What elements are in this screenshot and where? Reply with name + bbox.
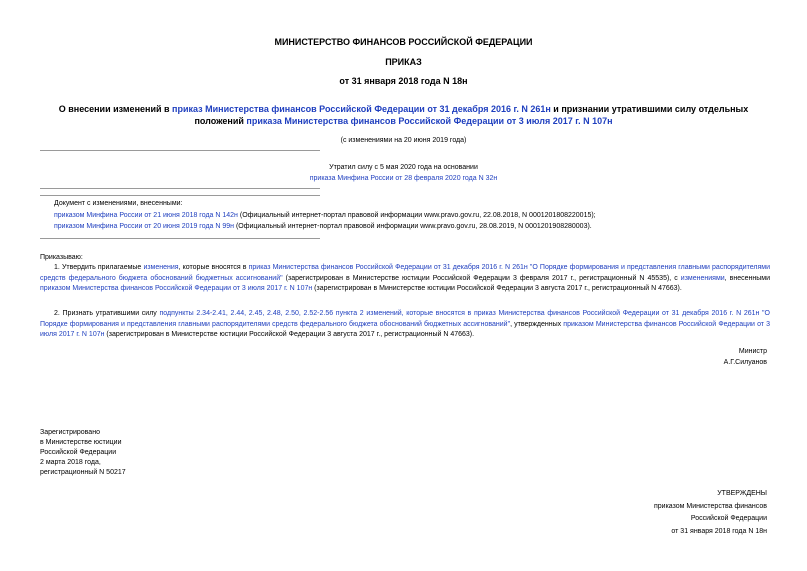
title-link-order-107n[interactable]: приказа Министерства финансов Российской Федерации от 3 июля 2017 г. N 107н [246,116,613,126]
document-title-line-1 [0,103,807,115]
title-text: и признании утратившими силу отдельных [550,104,749,114]
order-word: Приказываю: [40,254,83,261]
approved-line: приказом Министерства финансов [653,502,767,510]
changes-link[interactable]: изменения [143,264,179,271]
repeal-notice: Утратил силу с 5 мая 2020 года на основании [329,164,478,171]
ministry-name: МИНИСТЕРСТВО ФИНАНСОВ РОССИЙСКОЙ ФЕДЕРАЦИИ [274,37,533,47]
approved-block [654,488,767,538]
paragraph-1 [40,263,770,295]
repeal-order-link[interactable]: приказа Минфина России от 28 февраля 2020 года N 32н [309,175,498,182]
approved-line: УТВЕРЖДЕНЫ [717,490,767,497]
paragraph-text: , утвержденных [510,320,564,328]
registration-line: Зарегистрировано [40,429,100,436]
change-order-link[interactable]: приказом Минфина России от 20 июня 2019 года N 99н [54,223,235,230]
approved-line: Российской Федерации [690,515,767,522]
paragraph-text: (зарегистрирован в Министерстве юстиции Российской Федерации 3 августа 2017 г., регистрационный N 47663). [312,285,682,293]
divider [40,195,320,196]
paragraph-text: , которые вносятся в [178,264,249,271]
revision-note: (с изменениями на 20 июня 2019 года) [340,137,467,144]
registration-line: регистрационный N 50217 [40,469,126,476]
changes-item [54,211,596,221]
divider [40,188,320,189]
order-107n-link[interactable]: приказом Министерства финансов Российской Федерации от 3 июля 2017 г. N 107н [40,320,771,339]
registration-line: в Министерстве юстиции [40,439,122,446]
title-link-order-261n[interactable]: приказ Министерства финансов Российской Федерации от 31 декабря 2016 г. N 261н [172,104,551,114]
approved-line: от 31 января 2018 года N 18н [671,527,767,535]
document-date: от 31 января 2018 года N 18н [339,76,468,86]
title-text: положений [194,116,247,126]
title-text: О внесении изменений в [58,104,173,114]
registration-line: Российской Федерации [40,449,117,456]
registration-line: 2 марта 2018 года, [40,459,101,466]
document-title-line-2 [0,115,807,127]
document-type: ПРИКАЗ [385,57,422,67]
paragraph-text: 1. Утвердить прилагаемые [54,264,144,271]
change-order-source: (Официальный интернет-портал правовой информации www.pravo.gov.ru, 28.08.2019, N 0001201908280003). [234,223,592,230]
divider [40,238,320,239]
change-order-source: (Официальный интернет-портал правовой информации www.pravo.gov.ru, 22.08.2018, N 0001201808220015); [237,212,596,219]
order-261n-link[interactable]: приказ Министерства финансов Российской Федерации от 31 декабря 2016 г. N 261н "О Порядке формирования и представления главными распорядителями средств федерального бюджета обоснований бюджетных ассигнований" [40,264,770,282]
changes-intro: Документ с изменениями, внесенными: [54,200,183,207]
paragraph-text: (зарегистрирован в Министерстве юстиции Российской Федерации 3 августа 2017 г., регистрационный N 47663). [104,331,475,339]
paragraph-text: (зарегистрирован в Министерстве юстиции Российской Федерации 3 февраля 2017 г., регистрационный N 45535), с [282,274,681,282]
changes-item [54,222,592,232]
paragraph-2 [40,309,770,341]
registration-block [40,428,126,478]
divider [40,150,320,151]
paragraph-text: 2. Признать утратившими силу [54,310,160,317]
signature-position: Министр [738,348,767,355]
change-order-link[interactable]: приказом Минфина России от 21 июня 2018 года N 142н [54,212,238,219]
paragraph-text: , внесенными [724,274,771,282]
signature-name: А.Г.Силуанов [723,359,767,366]
amendments-link[interactable]: изменениями [680,274,725,282]
order-107n-link[interactable]: приказом Министерства финансов Российской Федерации от 3 июля 2017 г. N 107н [40,285,313,293]
subparagraphs-link[interactable]: подпункты 2.34-2.41, 2.44, 2.45, 2.48, 2.50, 2.52-2.56 пункта 2 изменений, которые вносятся в приказ Министерства финансов Российской Федерации от 31 декабря 2016 г. N 261н "О Порядке формирования и представления главными распорядителями средств федерального бюджета обоснований бюджетных ассигнований" [40,310,770,328]
